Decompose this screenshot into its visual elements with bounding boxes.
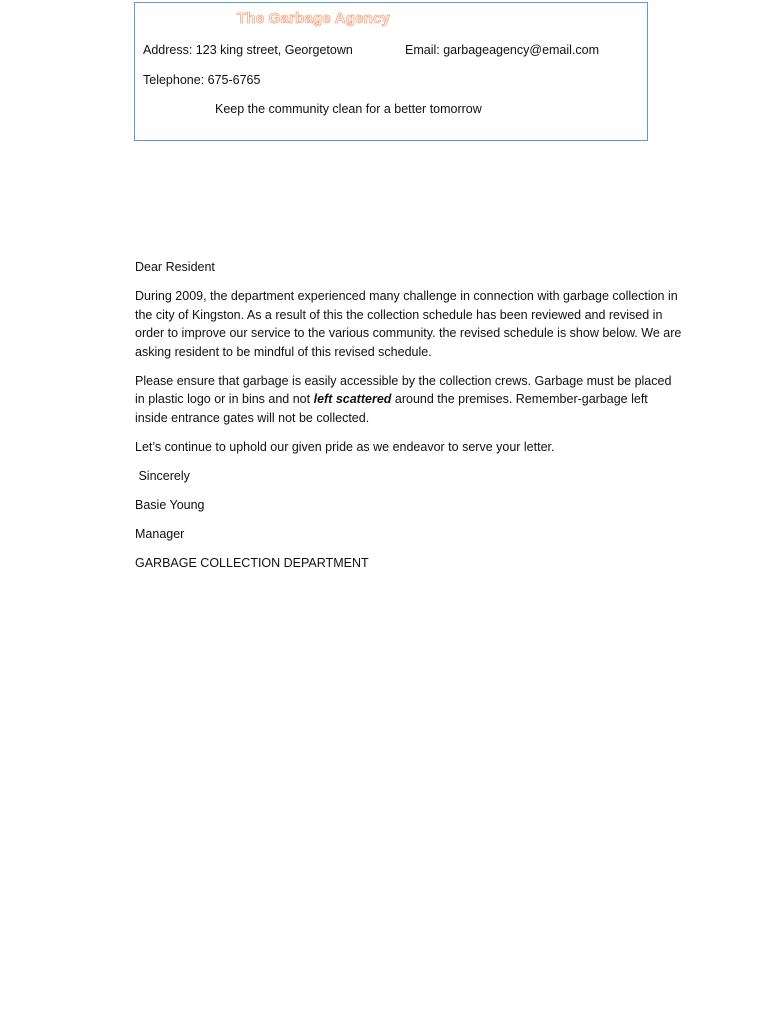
letterhead-box (134, 2, 648, 141)
organization-name: The Garbage Agency (237, 10, 391, 27)
paragraph-2-emphasis: left scattered (313, 392, 392, 406)
email-line: Email: garbageagency@email.com (405, 43, 600, 57)
signer-name: Basie Young (135, 497, 205, 512)
closing: Sincerely (135, 468, 190, 483)
paragraph-3: Let’s continue to uphold our given pride as we endeavor to serve your letter. (135, 439, 555, 454)
signer-title: Manager (135, 526, 185, 541)
paragraph-1: During 2009, the department experienced many challenge in connection with garbage collection in the city of Kingston. As a result of this the collection schedule has been reviewed and revised in order to improve our service to the various community. the revised schedule is show below. We are asking resident to be mindful of this revised schedule. (135, 289, 682, 359)
paragraph-2-text-end: around the premises. Remember-garbage left inside entrance gates will not be collected. (135, 392, 648, 425)
address-line: Address: 123 king street, Georgetown (143, 43, 353, 57)
telephone-line: Telephone: 675-6765 (143, 73, 261, 87)
paragraph-2 (135, 372, 683, 428)
salutation: Dear Resident (135, 260, 215, 274)
tagline: Keep the community clean for a better tomorrow (215, 102, 482, 116)
letter-body (135, 258, 683, 583)
department-name: GARBAGE COLLECTION DEPARTMENT (135, 555, 369, 570)
paragraph-2-text-start: Please ensure that garbage is easily accessible by the collection crews. Garbage must be placed in plastic logo or in bins and not (135, 373, 672, 406)
